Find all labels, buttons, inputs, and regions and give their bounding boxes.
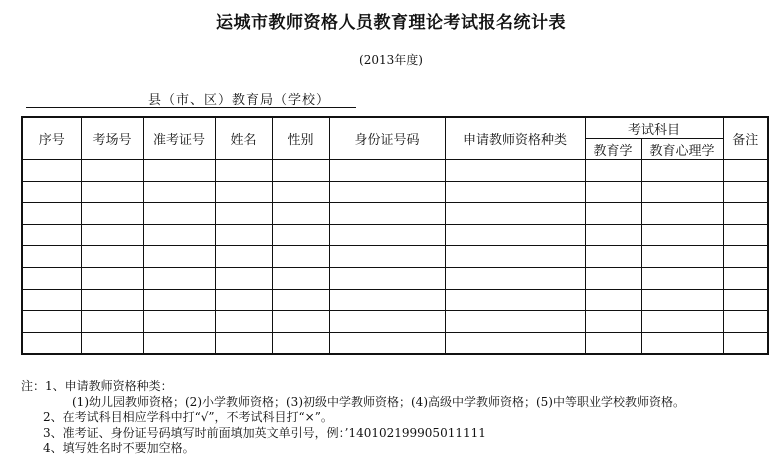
- cell-psychology[interactable]: [641, 203, 723, 225]
- cell-seq[interactable]: [22, 332, 81, 354]
- cell-remarks[interactable]: [723, 246, 768, 268]
- cell-remarks[interactable]: [723, 311, 768, 333]
- cell-cert-type[interactable]: [445, 203, 585, 225]
- table-row: [22, 246, 768, 268]
- cell-gender[interactable]: [272, 311, 329, 333]
- table-row: [22, 160, 768, 182]
- cell-exam-room[interactable]: [81, 203, 143, 225]
- cell-name[interactable]: [215, 246, 272, 268]
- county-label: 县（市、区）教育局（学校）: [148, 93, 331, 108]
- cell-seq[interactable]: [22, 289, 81, 311]
- header-remarks: 备注: [723, 117, 768, 160]
- header-seq: 序号: [22, 117, 81, 160]
- cell-cert-type[interactable]: [445, 311, 585, 333]
- cell-name[interactable]: [215, 311, 272, 333]
- cell-exam-room[interactable]: [81, 224, 143, 246]
- cell-seq[interactable]: [22, 267, 81, 289]
- header-name: 姓名: [215, 117, 272, 160]
- cell-name[interactable]: [215, 181, 272, 203]
- cell-psychology[interactable]: [641, 267, 723, 289]
- cell-id-no[interactable]: [329, 289, 445, 311]
- cell-id-no[interactable]: [329, 203, 445, 225]
- cell-pedagogy[interactable]: [585, 181, 641, 203]
- cell-cert-type[interactable]: [445, 332, 585, 354]
- cell-psychology[interactable]: [641, 311, 723, 333]
- cell-admission-no[interactable]: [143, 332, 215, 354]
- cell-exam-room[interactable]: [81, 181, 143, 203]
- cell-remarks[interactable]: [723, 267, 768, 289]
- cell-exam-room[interactable]: [81, 332, 143, 354]
- cell-pedagogy[interactable]: [585, 311, 641, 333]
- header-id-no: 身份证号码: [329, 117, 445, 160]
- cell-admission-no[interactable]: [143, 311, 215, 333]
- cell-remarks[interactable]: [723, 160, 768, 182]
- form-year: (2013年度): [359, 53, 423, 67]
- cell-name[interactable]: [215, 160, 272, 182]
- note-1-detail: (1)幼儿园教师资格；(2)小学教师资格；(3)初级中学教师资格；(4)高级中学教师资格；(5)中等职业学校教师资格。: [72, 394, 685, 409]
- cell-gender[interactable]: [272, 181, 329, 203]
- note-2: 2、在考试科目相应学科中打“√”，不考试科目打“×”。: [43, 410, 333, 424]
- cell-id-no[interactable]: [329, 181, 445, 203]
- cell-admission-no[interactable]: [143, 289, 215, 311]
- cell-psychology[interactable]: [641, 224, 723, 246]
- cell-remarks[interactable]: [723, 181, 768, 203]
- cell-id-no[interactable]: [329, 246, 445, 268]
- cell-gender[interactable]: [272, 160, 329, 182]
- table-row: [22, 224, 768, 246]
- cell-admission-no[interactable]: [143, 267, 215, 289]
- note-1: 注：1、申请教师资格种类：: [21, 379, 173, 393]
- cell-gender[interactable]: [272, 224, 329, 246]
- county-fill-line[interactable]: [26, 88, 356, 108]
- header-subject-pedagogy: 教育学: [585, 139, 641, 160]
- table-row: [22, 332, 768, 354]
- cell-psychology[interactable]: [641, 181, 723, 203]
- table-body: [22, 160, 768, 355]
- header-exam-subjects: 考试科目: [585, 117, 723, 139]
- cell-pedagogy[interactable]: [585, 289, 641, 311]
- header-subject-psychology: 教育心理学: [641, 139, 723, 160]
- cell-id-no[interactable]: [329, 311, 445, 333]
- cell-exam-room[interactable]: [81, 311, 143, 333]
- cell-cert-type[interactable]: [445, 289, 585, 311]
- cell-psychology[interactable]: [641, 332, 723, 354]
- cell-pedagogy[interactable]: [585, 203, 641, 225]
- cell-pedagogy[interactable]: [585, 160, 641, 182]
- cell-name[interactable]: [215, 267, 272, 289]
- cell-pedagogy[interactable]: [585, 224, 641, 246]
- cell-seq[interactable]: [22, 203, 81, 225]
- cell-name[interactable]: [215, 289, 272, 311]
- table-row: [22, 311, 768, 333]
- cell-exam-room[interactable]: [81, 160, 143, 182]
- header-admission-no: 准考证号: [143, 117, 215, 160]
- cell-seq[interactable]: [22, 181, 81, 203]
- cell-name[interactable]: [215, 224, 272, 246]
- cell-exam-room[interactable]: [81, 267, 143, 289]
- notes: [21, 379, 781, 457]
- cell-remarks[interactable]: [723, 203, 768, 225]
- registration-table: [21, 116, 769, 355]
- cell-pedagogy[interactable]: [585, 246, 641, 268]
- cell-name[interactable]: [215, 203, 272, 225]
- form-title: 运城市教师资格人员教育理论考试报名统计表: [216, 13, 566, 33]
- cell-name[interactable]: [215, 332, 272, 354]
- cell-exam-room[interactable]: [81, 289, 143, 311]
- cell-id-no[interactable]: [329, 332, 445, 354]
- cell-gender[interactable]: [272, 289, 329, 311]
- cell-remarks[interactable]: [723, 332, 768, 354]
- cell-cert-type[interactable]: [445, 267, 585, 289]
- cell-remarks[interactable]: [723, 224, 768, 246]
- table-row: [22, 267, 768, 289]
- cell-id-no[interactable]: [329, 160, 445, 182]
- header-cert-type: 申请教师资格种类: [445, 117, 585, 160]
- cell-seq[interactable]: [22, 246, 81, 268]
- cell-seq[interactable]: [22, 311, 81, 333]
- cell-psychology[interactable]: [641, 289, 723, 311]
- cell-admission-no[interactable]: [143, 203, 215, 225]
- cell-psychology[interactable]: [641, 246, 723, 268]
- table-row: [22, 289, 768, 311]
- header-exam-room: 考场号: [81, 117, 143, 160]
- cell-gender[interactable]: [272, 332, 329, 354]
- cell-gender[interactable]: [272, 203, 329, 225]
- cell-id-no[interactable]: [329, 224, 445, 246]
- table-row: [22, 181, 768, 203]
- cell-seq[interactable]: [22, 224, 81, 246]
- table-row: [22, 203, 768, 225]
- cell-admission-no[interactable]: [143, 246, 215, 268]
- header-gender: 性别: [272, 117, 329, 160]
- cell-psychology[interactable]: [641, 160, 723, 182]
- cell-pedagogy[interactable]: [585, 267, 641, 289]
- cell-pedagogy[interactable]: [585, 332, 641, 354]
- cell-admission-no[interactable]: [143, 224, 215, 246]
- cell-gender[interactable]: [272, 267, 329, 289]
- cell-remarks[interactable]: [723, 289, 768, 311]
- cell-admission-no[interactable]: [143, 160, 215, 182]
- cell-id-no[interactable]: [329, 267, 445, 289]
- cell-cert-type[interactable]: [445, 246, 585, 268]
- cell-cert-type[interactable]: [445, 160, 585, 182]
- cell-gender[interactable]: [272, 246, 329, 268]
- cell-admission-no[interactable]: [143, 181, 215, 203]
- cell-exam-room[interactable]: [81, 246, 143, 268]
- cell-cert-type[interactable]: [445, 181, 585, 203]
- cell-seq[interactable]: [22, 160, 81, 182]
- cell-cert-type[interactable]: [445, 224, 585, 246]
- note-4: 4、填写姓名时不要加空格。: [43, 441, 195, 455]
- note-3: 3、准考证、身份证号码填写时前面填加英文单引号，例：’140102199905011111: [43, 425, 486, 440]
